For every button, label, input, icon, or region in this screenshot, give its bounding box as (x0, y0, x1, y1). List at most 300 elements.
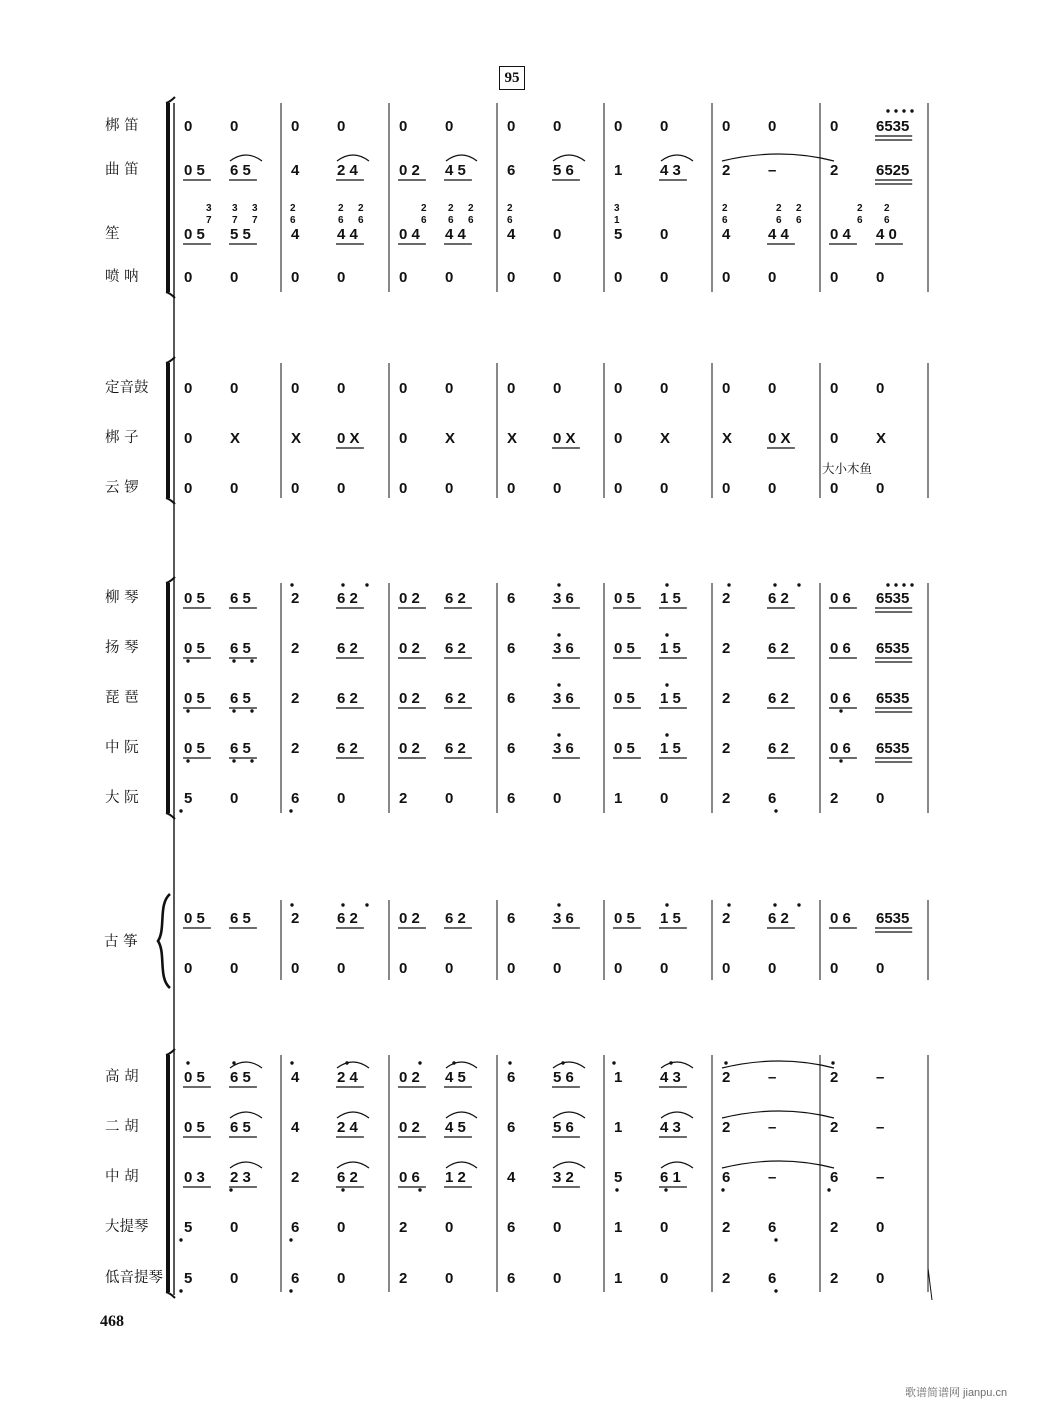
note-group: 6535 (876, 690, 910, 707)
note-group: 0 2 (399, 1119, 420, 1136)
note-group: 4 4 (445, 226, 466, 243)
note-group: 3 6 (553, 690, 574, 707)
note-group: 1 (614, 1219, 623, 1236)
note-group: 4 5 (445, 1119, 466, 1136)
note-group: 0 (660, 269, 669, 286)
note-group: 0 (876, 480, 885, 497)
tie (722, 1161, 834, 1168)
note-group: 0 (768, 960, 777, 977)
chord-tone: 6 (884, 215, 890, 226)
note-group: 0 (337, 1219, 346, 1236)
chord-tone: 6 (857, 215, 863, 226)
octave-dot (665, 683, 668, 686)
octave-dot (557, 733, 560, 736)
note-group: 2 4 (337, 162, 358, 179)
note-group: 5 (614, 1169, 623, 1186)
note-group: 6 2 (445, 740, 466, 757)
note-group: 0 (660, 1219, 669, 1236)
note-group: 0 (722, 960, 731, 977)
note-group: 6 5 (230, 590, 251, 607)
note-group: 0 (507, 380, 516, 397)
note-group: 0 5 (614, 910, 635, 927)
instrument-label: 扬 琴 (105, 640, 139, 656)
octave-dot (886, 583, 889, 586)
note-group: – (768, 1169, 777, 1186)
note-group: 1 (614, 790, 623, 807)
note-group: 0 (722, 480, 731, 497)
note-group: 0 X (768, 430, 791, 447)
note-group: 0 (660, 480, 669, 497)
note-group: 0 (399, 118, 408, 135)
note-group: – (876, 1119, 885, 1136)
octave-dot (727, 903, 730, 906)
chord-tone: 2 (857, 203, 863, 214)
note-group: 0 (553, 226, 562, 243)
rehearsal-mark: 95 (499, 66, 525, 90)
note-group: 6 (722, 1169, 731, 1186)
note-group: 0 (445, 1270, 454, 1287)
octave-dot (669, 1061, 672, 1064)
note-group: 0 (291, 960, 300, 977)
note-group: 1 2 (445, 1169, 466, 1186)
note-group: 0 (876, 960, 885, 977)
note-group: 0 (291, 480, 300, 497)
slur (230, 155, 262, 161)
chord-tone: 2 (796, 203, 802, 214)
note-group: X (876, 430, 887, 447)
octave-dot (290, 903, 293, 906)
note-group: 1 (614, 1119, 623, 1136)
note-group: 0 (876, 1219, 885, 1236)
note-group: – (876, 1169, 885, 1186)
octave-dot (910, 109, 913, 112)
octave-dot (886, 109, 889, 112)
note-group: 0 5 (184, 590, 205, 607)
octave-dot (232, 709, 235, 712)
note-group: 6 2 (768, 740, 789, 757)
chord-tone: 2 (722, 203, 728, 214)
chord-tone: 2 (338, 203, 344, 214)
note-group: 6 (768, 790, 777, 807)
note-group: 0 (830, 380, 839, 397)
octave-dot (341, 903, 344, 906)
instrument-label: 琵 琶 (105, 690, 139, 706)
chord-tone: 1 (614, 215, 620, 226)
note-group: 0 2 (399, 590, 420, 607)
note-group: 1 (614, 1270, 623, 1287)
note-group: 6 2 (445, 590, 466, 607)
octave-dot (664, 1188, 667, 1191)
note-group: 3 6 (553, 910, 574, 927)
note-group: 6 5 (230, 690, 251, 707)
note-group: 0 (660, 226, 669, 243)
chord-tone: 6 (776, 215, 782, 226)
octave-dot (557, 583, 560, 586)
note-group: 4 3 (660, 162, 681, 179)
octave-dot (665, 633, 668, 636)
note-group: 0 (876, 380, 885, 397)
slur (337, 1162, 369, 1168)
slur (337, 1062, 369, 1068)
note-group: 0 (507, 480, 516, 497)
note-group: X (230, 430, 241, 447)
note-group: 0 (553, 960, 562, 977)
note-group: 0 5 (614, 740, 635, 757)
chord-tone: 2 (421, 203, 427, 214)
note-group: 6 2 (337, 1169, 358, 1186)
note-group: 6 (507, 1119, 516, 1136)
note-group: 0 (399, 960, 408, 977)
note-group: 0 5 (614, 640, 635, 657)
note-group: 0 (660, 1270, 669, 1287)
note-group: 0 (768, 380, 777, 397)
octave-dot (612, 1061, 615, 1064)
note-group: 0 (445, 480, 454, 497)
note-group: 2 (722, 1219, 731, 1236)
octave-dot (839, 759, 842, 762)
bracket-hook-top (166, 97, 175, 103)
octave-dot (418, 1061, 421, 1064)
octave-dot (289, 1289, 292, 1292)
octave-dot (561, 1061, 564, 1064)
tie (722, 1111, 834, 1118)
octave-dot (721, 1188, 724, 1191)
slur (446, 1062, 477, 1068)
note-group: 6 2 (768, 690, 789, 707)
instrument-label: 大提琴 (105, 1219, 149, 1235)
octave-dot (773, 903, 776, 906)
note-group: 6 2 (337, 740, 358, 757)
note-group: 0 (660, 380, 669, 397)
note-group: 2 (399, 1219, 408, 1236)
note-group: 0 2 (399, 740, 420, 757)
note-group: 0 (830, 960, 839, 977)
slur (446, 155, 477, 161)
note-group: 0 (553, 269, 562, 286)
note-group: 6 5 (230, 1069, 251, 1086)
watermark: 歌谱简谱网 jianpu.cn (905, 1387, 1008, 1399)
note-group: 0 (230, 480, 239, 497)
note-group: 0 2 (399, 910, 420, 927)
note-group: 0 (184, 118, 193, 135)
note-group: 5 6 (553, 1069, 574, 1086)
note-group: 4 (291, 1069, 300, 1086)
note-group: 6 (768, 1219, 777, 1236)
note-group: 2 (722, 162, 731, 179)
note-group: 6 2 (445, 690, 466, 707)
note-group: 6535 (876, 910, 910, 927)
note-group: 4 (722, 226, 731, 243)
octave-dot (345, 1061, 348, 1064)
octave-dot (827, 1188, 830, 1191)
octave-dot (179, 1238, 182, 1241)
octave-dot (773, 583, 776, 586)
note-group: 2 (830, 1270, 839, 1287)
note-group: 2 (830, 1069, 839, 1086)
tie (722, 154, 834, 161)
note-group: 6 2 (768, 910, 789, 927)
tie (722, 1061, 834, 1068)
slur (661, 1062, 693, 1068)
note-group: 0 (445, 269, 454, 286)
note-group: 4 5 (445, 162, 466, 179)
note-group: 0 (230, 380, 239, 397)
note-group: 4 4 (337, 226, 358, 243)
slur (553, 1112, 585, 1118)
note-group: 6525 (876, 162, 910, 179)
slur (337, 1112, 369, 1118)
note-group: 4 (507, 226, 516, 243)
instrument-label: 高 胡 (105, 1069, 139, 1085)
note-group: 0 (553, 1270, 562, 1287)
note-group: 6 5 (230, 740, 251, 757)
note-group: 4 (291, 226, 300, 243)
note-group: 2 (291, 690, 300, 707)
note-group: 6 2 (445, 640, 466, 657)
octave-dot (615, 1188, 618, 1191)
note-group: 0 (230, 1219, 239, 1236)
note-group: 0 6 (830, 640, 851, 657)
note-group: 0 5 (184, 1069, 205, 1086)
chord-tone: 7 (232, 215, 238, 226)
octave-dot (232, 759, 235, 762)
chord-tone: 6 (468, 215, 474, 226)
note-group: X (445, 430, 456, 447)
instrument-label: 梆 笛 (105, 118, 139, 134)
octave-dot (186, 709, 189, 712)
note-group: 0 X (553, 430, 576, 447)
octave-dot (418, 1188, 421, 1191)
note-group: 2 4 (337, 1069, 358, 1086)
note-group: 6535 (876, 590, 910, 607)
chord-tone: 7 (206, 215, 212, 226)
octave-dot (910, 583, 913, 586)
note-group: X (660, 430, 671, 447)
note-group: 0 (553, 118, 562, 135)
note-group: 2 (291, 1169, 300, 1186)
note-group: 0 (614, 430, 623, 447)
chord-tone: 7 (252, 215, 258, 226)
instrument-label: 定音鼓 (105, 380, 149, 396)
note-group: 2 (722, 1119, 731, 1136)
note-group: 0 6 (399, 1169, 420, 1186)
note-group: 6 5 (230, 640, 251, 657)
note-group: – (768, 1069, 777, 1086)
note-group: 2 (291, 740, 300, 757)
note-group: 0 2 (399, 1069, 420, 1086)
octave-dot (557, 683, 560, 686)
note-group: 0 (291, 118, 300, 135)
note-group: 0 (230, 790, 239, 807)
note-group: 0 (399, 480, 408, 497)
chord-tone: 6 (722, 215, 728, 226)
note-group: 5 (184, 1219, 193, 1236)
note-group: 6 (830, 1169, 839, 1186)
note-group: 0 (768, 118, 777, 135)
note-group: 0 (660, 790, 669, 807)
note-group: 2 (399, 1270, 408, 1287)
slur (446, 1112, 477, 1118)
note-group: 1 5 (660, 590, 681, 607)
slur (446, 1162, 477, 1168)
note-group: – (876, 1069, 885, 1086)
note-group: 0 2 (399, 690, 420, 707)
note-group: 1 5 (660, 690, 681, 707)
note-group: 0 (507, 118, 516, 135)
note-group: 6 (507, 1069, 516, 1086)
octave-dot (665, 903, 668, 906)
note-group: 0 5 (614, 690, 635, 707)
note-group: 0 (230, 118, 239, 135)
note-group: 6 (768, 1270, 777, 1287)
note-group: 2 3 (230, 1169, 251, 1186)
note-group: 0 4 (399, 226, 420, 243)
octave-dot (902, 109, 905, 112)
percussion-change-label: 大小木鱼 (822, 461, 873, 476)
slur (661, 1112, 693, 1118)
note-group: 0 (184, 380, 193, 397)
note-group: 0 (876, 269, 885, 286)
note-group: 0 (553, 380, 562, 397)
note-group: 1 5 (660, 740, 681, 757)
note-group: 3 6 (553, 740, 574, 757)
octave-dot (665, 583, 668, 586)
note-group: 0 (337, 1270, 346, 1287)
chord-tone: 6 (507, 215, 513, 226)
note-group: 0 (445, 1219, 454, 1236)
note-group: 6 (291, 790, 300, 807)
chord-tone: 3 (252, 203, 258, 214)
note-group: 0 (445, 960, 454, 977)
note-group: 0 (230, 1270, 239, 1287)
chord-tone: 2 (448, 203, 454, 214)
note-group: 0 (553, 1219, 562, 1236)
octave-dot (774, 809, 777, 812)
chord-tone: 3 (614, 203, 620, 214)
octave-dot (289, 1238, 292, 1241)
note-group: 2 4 (337, 1119, 358, 1136)
note-group: 0 (660, 960, 669, 977)
note-group: 0 (830, 480, 839, 497)
note-group: 0 4 (830, 226, 851, 243)
octave-dot (289, 809, 292, 812)
octave-dot (902, 583, 905, 586)
octave-dot (452, 1061, 455, 1064)
note-group: 0 (830, 269, 839, 286)
note-group: 0 (337, 960, 346, 977)
note-group: 0 (614, 118, 623, 135)
note-group: 2 (830, 1219, 839, 1236)
chord-tone: 2 (290, 203, 296, 214)
note-group: 5 6 (553, 1119, 574, 1136)
note-group: 0 (291, 380, 300, 397)
note-group: 0 (291, 269, 300, 286)
note-group: 6 (507, 690, 516, 707)
note-group: 6 (507, 790, 516, 807)
octave-dot (179, 1289, 182, 1292)
octave-dot (894, 583, 897, 586)
note-group: 0 5 (184, 640, 205, 657)
note-group: – (768, 1119, 777, 1136)
octave-dot (724, 1061, 727, 1064)
note-group: 0 5 (184, 690, 205, 707)
note-group: 0 (507, 269, 516, 286)
slur (553, 1062, 585, 1068)
note-group: 2 (830, 1119, 839, 1136)
note-group: 0 (830, 118, 839, 135)
instrument-label: 二 胡 (105, 1119, 139, 1135)
slur (553, 155, 585, 161)
note-group: 1 (614, 162, 623, 179)
note-group: 0 (184, 480, 193, 497)
note-group: 0 (553, 790, 562, 807)
note-group: 0 (184, 960, 193, 977)
note-group: 3 2 (553, 1169, 574, 1186)
instrument-label: 中 阮 (105, 740, 139, 756)
note-group: 4 3 (660, 1069, 681, 1086)
note-group: 2 (722, 790, 731, 807)
octave-dot (290, 1061, 293, 1064)
note-group: 0 (722, 380, 731, 397)
note-group: 0 (614, 380, 623, 397)
octave-dot (179, 809, 182, 812)
note-group: 2 (722, 690, 731, 707)
octave-dot (250, 659, 253, 662)
note-group: 1 5 (660, 910, 681, 927)
note-group: 5 (614, 226, 623, 243)
instrument-label: 柳 琴 (105, 590, 139, 606)
note-group: 0 (230, 269, 239, 286)
instrument-label: 梆 子 (105, 430, 139, 446)
slur (661, 1162, 693, 1168)
note-group: 0 (614, 960, 623, 977)
note-group: 3 6 (553, 590, 574, 607)
note-group: 0 (184, 430, 193, 447)
octave-dot (894, 109, 897, 112)
note-group: 5 5 (230, 226, 251, 243)
chord-tone: 3 (206, 203, 212, 214)
note-group: 4 5 (445, 1069, 466, 1086)
note-group: 0 2 (399, 640, 420, 657)
octave-dot (290, 583, 293, 586)
instrument-label: 笙 (105, 226, 120, 242)
note-group: 0 (722, 269, 731, 286)
octave-dot (831, 1061, 834, 1064)
page-number: 468 (100, 1313, 124, 1330)
edge-mark (928, 1268, 932, 1300)
note-group: 0 5 (184, 1119, 205, 1136)
note-group: 4 (291, 162, 300, 179)
octave-dot (797, 903, 800, 906)
note-group: 0 (337, 790, 346, 807)
chord-tone: 6 (290, 215, 296, 226)
chord-tone: 6 (448, 215, 454, 226)
note-group: 6 (291, 1270, 300, 1287)
note-group: 0 (614, 269, 623, 286)
note-group: 0 (337, 269, 346, 286)
octave-dot (557, 633, 560, 636)
note-group: 4 4 (768, 226, 789, 243)
instrument-label: 低音提琴 (105, 1270, 163, 1286)
note-group: 6 2 (337, 590, 358, 607)
chord-tone: 3 (232, 203, 238, 214)
note-group: 1 (614, 1069, 623, 1086)
note-group: 0 (399, 430, 408, 447)
note-group: 0 6 (830, 590, 851, 607)
note-group: 5 (184, 790, 193, 807)
slur (230, 1112, 262, 1118)
note-group: 6 2 (768, 640, 789, 657)
